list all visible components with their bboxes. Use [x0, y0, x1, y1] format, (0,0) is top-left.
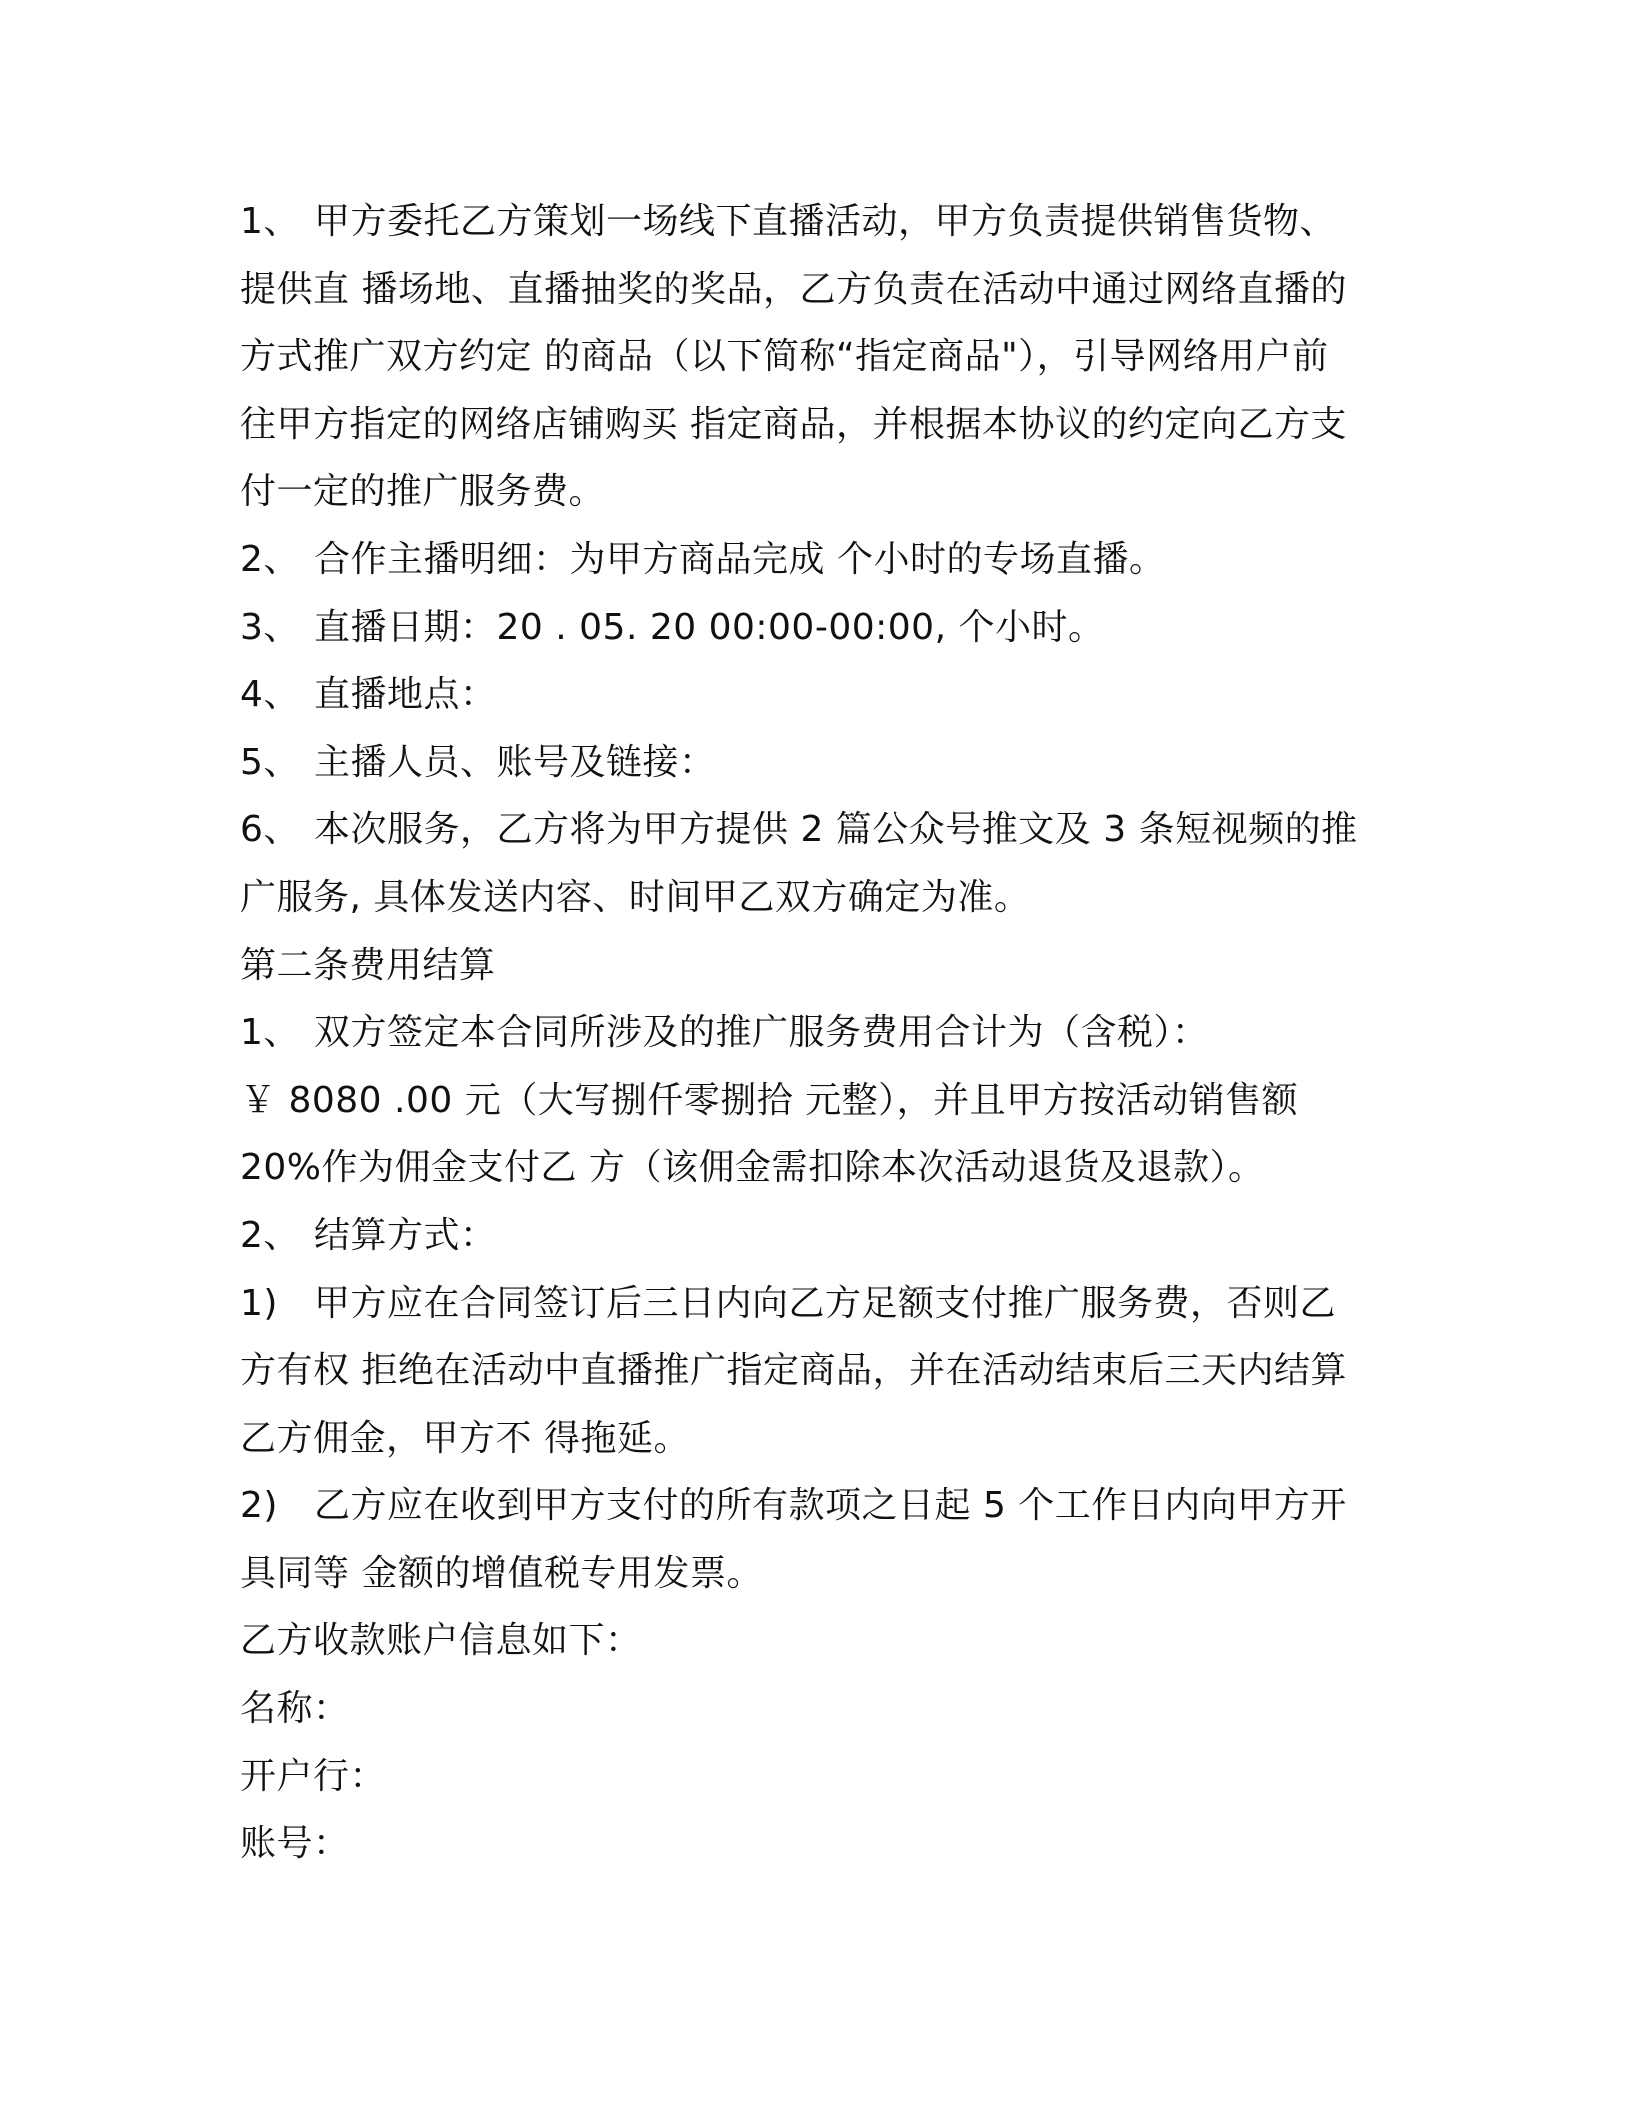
line-text: 双方签定本合同所涉及的推广服务费用合计为（含税）： [314, 1012, 1209, 1054]
document-line [240, 729, 1415, 797]
line-text: ￥ 8080 .00 元（大写捌仟零捌拾 元整），并且甲方按活动销售额 [240, 1079, 1299, 1121]
line-text: 付一定的推广服务费。 [240, 471, 606, 513]
line-text: 乙方收款账户信息如下： [240, 1620, 642, 1662]
document-line [240, 1472, 1415, 1540]
line-text: 广服务, 具体发送内容、时间甲乙双方确定为准。 [240, 876, 1031, 918]
document-line [240, 1134, 1415, 1202]
line-text: 账号： [240, 1823, 350, 1865]
document-line [240, 1540, 1415, 1608]
line-text: 甲方应在合同签订后三日内向乙方足额支付推广服务费，否则乙 [314, 1282, 1337, 1324]
line-text: 乙方应在收到甲方支付的所有款项之日起 5 个工作日内向甲方开 [314, 1485, 1347, 1527]
item-number: 4、 [240, 674, 300, 716]
document-line [240, 1607, 1415, 1675]
document-line [240, 999, 1415, 1067]
line-text: 具同等 金额的增值税专用发票。 [240, 1552, 763, 1594]
document-body [240, 188, 1415, 1878]
item-number: 3、 [240, 606, 300, 648]
document-line [240, 1337, 1415, 1405]
document-line [240, 1270, 1415, 1338]
item-number: 5、 [240, 741, 300, 783]
item-number: 6、 [240, 809, 300, 851]
line-text: 提供直 播场地、直播抽奖的奖品，乙方负责在活动中通过网络直播的 [240, 268, 1347, 310]
line-text: 名称： [240, 1688, 350, 1730]
document-line [240, 661, 1415, 729]
line-text: 第二条费用结算 [240, 944, 496, 986]
document-line [240, 594, 1415, 662]
line-text: 20%作为佣金支付乙 方（该佣金需扣除本次活动退货及退款）。 [240, 1147, 1265, 1189]
document-line [240, 864, 1415, 932]
line-text: 主播人员、账号及链接： [314, 741, 716, 783]
line-text: 合作主播明细：为甲方商品完成 个小时的专场直播。 [314, 538, 1166, 580]
line-text: 甲方委托乙方策划一场线下直播活动，甲方负责提供销售货物、 [314, 201, 1337, 242]
item-number: 1、 [240, 201, 300, 242]
item-number: 2、 [240, 538, 300, 580]
item-number: 1) [240, 1282, 278, 1324]
item-number: 1、 [240, 1012, 300, 1054]
document-line [240, 458, 1415, 526]
document-line [240, 796, 1415, 864]
line-text: 本次服务，乙方将为甲方提供 2 篇公众号推文及 3 条短视频的推 [314, 809, 1358, 851]
document-line [240, 1202, 1415, 1270]
document-line [240, 932, 1415, 1000]
line-text: 方式推广双方约定 的商品（以下简称“指定商品"），引导网络用户前 [240, 336, 1329, 378]
document-line [240, 1405, 1415, 1473]
document-line [240, 526, 1415, 594]
line-text: 往甲方指定的网络店铺购买 指定商品，并根据本协议的约定向乙方支 [240, 403, 1347, 445]
item-number: 2、 [240, 1214, 300, 1256]
line-text: 方有权 拒绝在活动中直播推广指定商品，并在活动结束后三天内结算 [240, 1350, 1347, 1392]
document-line [240, 256, 1415, 324]
item-number: 2) [240, 1485, 278, 1527]
document-line [240, 1067, 1415, 1135]
document-line [240, 1810, 1415, 1878]
document-line [240, 1675, 1415, 1743]
document-line [240, 1743, 1415, 1811]
line-text: 直播日期：20 . 05. 20 00:00-00:00, 个小时。 [314, 606, 1105, 648]
line-text: 开户行： [240, 1755, 387, 1797]
document-line [240, 188, 1415, 256]
document-line [240, 323, 1415, 391]
line-text: 结算方式： [314, 1214, 497, 1256]
line-text: 直播地点： [314, 674, 497, 716]
document-line [240, 391, 1415, 459]
line-text: 乙方佣金，甲方不 得拖延。 [240, 1417, 690, 1459]
